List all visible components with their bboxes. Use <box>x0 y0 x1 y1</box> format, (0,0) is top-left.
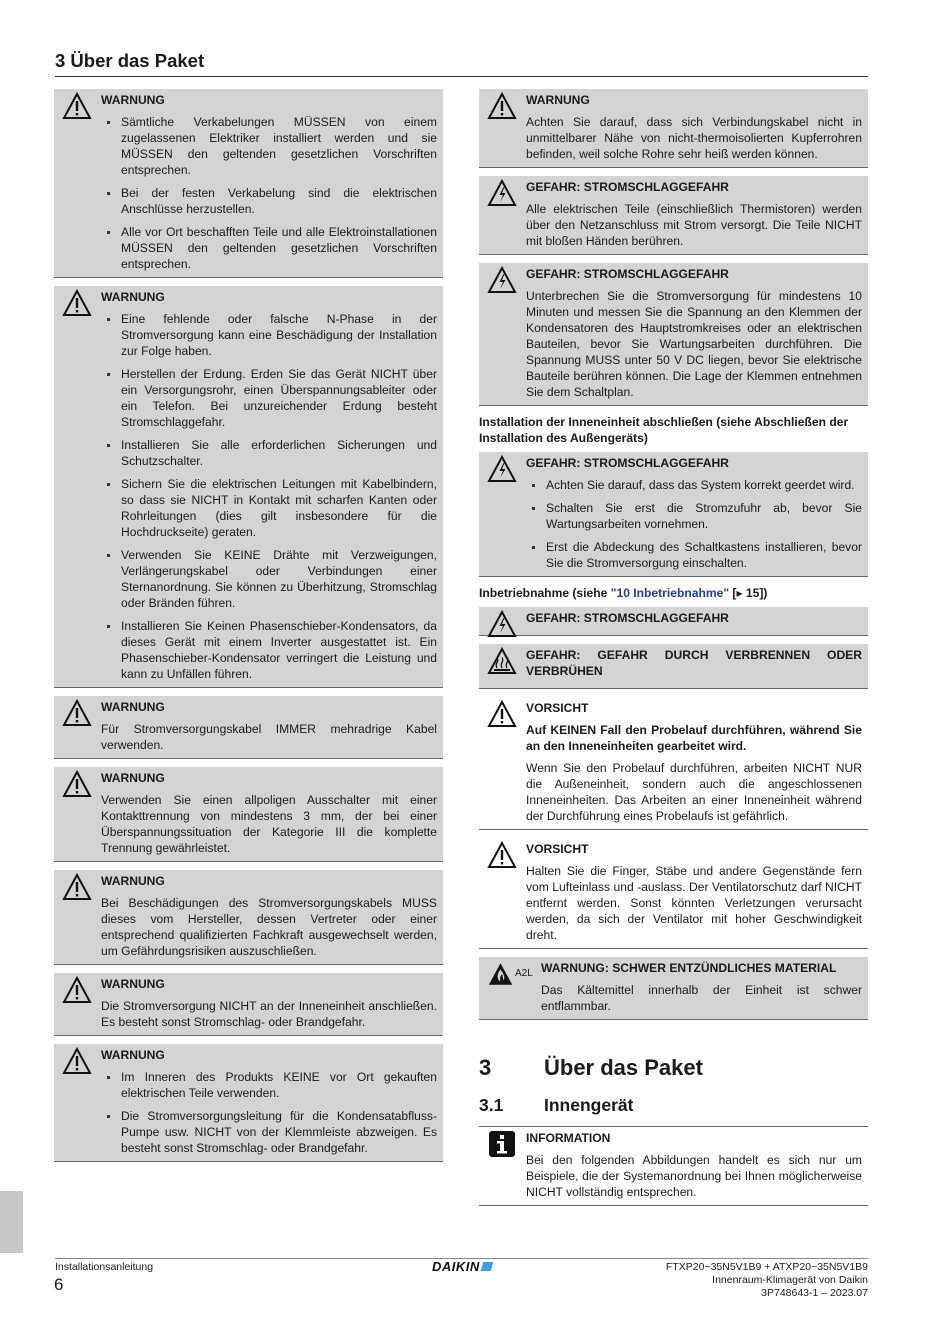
list-item: Die Stromversorgungsleitung für die Kondensatabfluss-Pumpe usw. NICHT von der Klemmleiste abzweigen. Es besteht sonst Stromschlag- oder Brandgefahr. <box>121 1109 437 1155</box>
daikin-logo <box>432 1259 492 1275</box>
list-item: Herstellen der Erdung. Erden Sie das Gerät NICHT über ein Versorgungsrohr, einen Überspannungsableiter oder ein Telefon. Bei unzureichender Erdung besteht Stromschlaggefahr. <box>121 367 437 429</box>
warning-box <box>54 767 443 862</box>
section-heading <box>479 1054 868 1082</box>
logo-mark-icon <box>481 1262 493 1271</box>
box-title: WARNUNG <box>101 700 165 714</box>
footer-code: 3P748643-1 – 2023.07 <box>761 1287 868 1299</box>
box-title: GEFAHR: GEFAHR DURCH VERBRENNEN ODER VERBRÜHEN <box>526 648 862 678</box>
list-item: Sichern Sie die elektrischen Leitungen mit Kabelbindern, so dass sie NICHT in Kontakt mit scharfen Kanten oder Rohrleitungen (dies gilt insbesondere für die Hochdruckseite) geraten. <box>121 477 437 539</box>
box-title: INFORMATION <box>526 1131 611 1145</box>
info-icon <box>487 1130 517 1158</box>
electric-shock-icon <box>487 455 517 483</box>
list-item: Bei der festen Verkabelung sind die elektrischen Anschlüsse herzustellen. <box>121 186 437 216</box>
subsection-heading <box>479 1094 868 1116</box>
subheading-commissioning <box>479 585 868 601</box>
bullet-list <box>101 1069 437 1156</box>
footer-product-info <box>666 1261 868 1300</box>
page-reference: 15]) <box>742 586 768 600</box>
warning-box <box>54 696 443 759</box>
box-title: WARNUNG: SCHWER ENTZÜNDLICHES MATERIAL <box>541 961 837 975</box>
flammable-warning-box <box>479 957 868 1020</box>
caution-box <box>479 697 868 830</box>
list-item: Schalten Sie erst die Stromzufuhr ab, bevor Sie Wartungsarbeiten vornehmen. <box>546 501 862 531</box>
box-text: Alle elektrischen Teile (einschließlich Thermistoren) werden über den Netzanschluss mit Strom versorgt. Die Teile NICHT mit bloßen Händen berühren. <box>526 202 862 248</box>
box-title: WARNUNG <box>101 1048 165 1062</box>
box-text: Verwenden Sie einen allpoligen Ausschalter mit einer Kontakttrennung von mindestens 3 mm, der bei einer Überspannungssituation der Kategorie III die komplette Trennung gewährleistet. <box>101 793 437 855</box>
box-text: Unterbrechen Sie die Stromversorgung für mindestens 10 Minuten und messen Sie die Spannung an den Klemmen der Kondensatoren des Hauptstromkreises oder an elektrischen Bauteilen, bevor Sie Wartungsarbeiten durchführen. Die Spannung MUSS unter 50 V DC liegen, bevor Sie elektrische Bauteile berühren können. Die Lage der Klemmen entnehmen Sie dem Schaltplan. <box>526 289 862 399</box>
danger-burn-box <box>479 644 868 689</box>
box-title: WARNUNG <box>101 93 165 107</box>
subheading-suffix: [ <box>729 586 737 600</box>
box-text: Wenn Sie den Probelauf durchführen, arbeiten NICHT NUR die Außeneinheit, sondern auch die angeschlossenen Inneneinheiten. Das Arbeiten an einer Inneneinheit während der Durchführung eines Probelaufs ist gefährlich. <box>526 761 862 823</box>
box-title: GEFAHR: STROMSCHLAGGEFAHR <box>526 611 729 625</box>
danger-electric-box <box>479 176 868 255</box>
warning-triangle-icon <box>62 770 92 798</box>
box-bold-text: Auf KEINEN Fall den Probelauf durchführen, während Sie an den Inneneinheiten gearbeitet wird. <box>526 723 862 753</box>
subheading-installation: Installation der Inneneinheit abschließen (siehe Abschließen der Installation des Außengeräts) <box>479 415 849 445</box>
box-title: WARNUNG <box>526 93 590 107</box>
page-arrow-icon: ▸ <box>736 586 743 600</box>
information-box <box>479 1126 868 1206</box>
page-number: 6 <box>54 1275 64 1294</box>
warning-triangle-icon <box>62 92 92 120</box>
electric-shock-icon <box>487 266 517 294</box>
electric-shock-icon <box>487 179 517 207</box>
box-title: VORSICHT <box>526 701 589 715</box>
electric-shock-icon <box>487 610 517 638</box>
box-text: Bei Beschädigungen des Stromversorgungskabels MUSS dieses vom Hersteller, dessen Vertreter oder einer entsprechend qualifizierten Fachkraft ausgewechselt werden, um Gefährdungsrisiken auszuschließen. <box>101 896 437 958</box>
cross-reference-link[interactable]: "10 Inbetriebnahme" <box>610 586 730 600</box>
box-title: WARNUNG <box>101 290 165 304</box>
box-title: WARNUNG <box>101 977 165 991</box>
danger-electric-box <box>479 263 868 406</box>
warning-triangle-icon <box>62 289 92 317</box>
hot-surface-icon <box>487 647 517 675</box>
page-header-title: 3 Über das Paket <box>55 49 868 77</box>
box-text: Achten Sie darauf, dass sich Verbindungskabel nicht in unmittelbarer Nähe von nicht-thermoisolierten Kupferrohren befinden, weil solche Rohre sehr heiß werden können. <box>526 115 862 161</box>
brand-name: DAIKIN <box>432 1259 480 1274</box>
subheading-prefix: Inbetriebnahme (siehe <box>479 586 611 600</box>
box-text: Für Stromversorgungskabel IMMER mehradrige Kabel verwenden. <box>101 722 437 752</box>
list-item: Sämtliche Verkabelungen MÜSSEN von einem zugelassenen Elektriker installiert werden und sie MÜSSEN den geltenden gesetzlichen Vorschriften entsprechen. <box>121 115 437 177</box>
box-text: Die Stromversorgung NICHT an der Inneneinheit anschließen. Es besteht sonst Stromschlag- oder Brandgefahr. <box>101 999 437 1029</box>
footer-model: FTXP20~35N5V1B9 + ATXP20~35N5V1B9 <box>665 1261 868 1273</box>
refrigerant-class-label: A2L <box>515 968 533 979</box>
bullet-list <box>526 477 862 571</box>
warning-box <box>54 89 443 278</box>
warning-triangle-icon <box>62 976 92 1004</box>
warning-box <box>54 973 443 1036</box>
box-title: VORSICHT <box>526 842 589 856</box>
danger-electric-box <box>479 607 868 636</box>
caution-triangle-icon <box>487 700 517 728</box>
box-text: Das Kältemittel innerhalb der Einheit ist schwer entflammbar. <box>541 983 862 1013</box>
list-item: Installieren Sie Keinen Phasenschieber-Kondensators, da dieses Gerät mit einem Inverter ausgestattet ist. Ein Phasenschieber-Kondensator verringert die Leistung und kann zu Unfällen führen. <box>121 619 437 681</box>
warning-triangle-icon <box>62 699 92 727</box>
box-title: WARNUNG <box>101 771 165 785</box>
flammable-material-icon <box>487 960 514 988</box>
warning-box <box>54 870 443 965</box>
warning-box <box>54 286 443 688</box>
warning-triangle-icon <box>62 873 92 901</box>
box-title: GEFAHR: STROMSCHLAGGEFAHR <box>526 267 729 281</box>
danger-electric-box <box>479 452 868 577</box>
warning-box <box>54 1044 443 1162</box>
list-item: Installieren Sie alle erforderlichen Sicherungen und Schutzschalter. <box>121 438 437 468</box>
caution-box <box>479 838 868 949</box>
warning-triangle-icon <box>487 92 517 120</box>
footer-product: Innenraum-Klimagerät von Daikin <box>712 1274 868 1286</box>
bullet-list <box>101 114 437 272</box>
list-item: Erst die Abdeckung des Schaltkastens installieren, bevor Sie die Stromversorgung einschalten. <box>546 540 862 570</box>
list-item: Alle vor Ort beschafften Teile und alle Elektroinstallationen MÜSSEN den geltenden gesetzlichen Vorschriften entsprechen. <box>121 225 437 271</box>
warning-box <box>479 89 868 168</box>
section-title: Über das Paket <box>544 1055 703 1080</box>
right-column <box>479 89 868 1214</box>
box-text: Halten Sie die Finger, Stäbe und andere Gegenstände fern vom Lufteinlass und -auslass. Der Ventilatorschutz darf NICHT entfernt werden. Sonst könnten Verletzungen verursacht werden, da sich der Ventilator mit hoher Geschwindigkeit dreht. <box>526 864 862 942</box>
footer-doc-type: Installationsanleitung <box>55 1261 154 1273</box>
list-item: Achten Sie darauf, dass das System korrekt geerdet wird. <box>546 477 862 493</box>
warning-triangle-icon <box>62 1047 92 1075</box>
subsection-title: Innengerät <box>544 1095 634 1115</box>
left-column <box>54 89 443 1170</box>
subsection-number: 3.1 <box>479 1095 504 1115</box>
bullet-list <box>101 311 437 682</box>
box-title: GEFAHR: STROMSCHLAGGEFAHR <box>526 180 729 194</box>
section-number: 3 <box>479 1055 492 1080</box>
list-item: Verwenden Sie KEINE Drähte mit Verzweigungen, Verlängerungskabel oder Verbindungen einer Sternanordnung. Sie können zu Überhitzung, Stromschlag oder Bränden führen. <box>121 548 437 610</box>
box-title: GEFAHR: STROMSCHLAGGEFAHR <box>526 456 729 470</box>
chapter-side-tab <box>0 1191 23 1253</box>
box-title: WARNUNG <box>101 874 165 888</box>
caution-triangle-icon <box>487 841 517 869</box>
box-text: Bei den folgenden Abbildungen handelt es sich nur um Beispiele, die der Systemanordnung bei Ihnen möglicherweise NICHT vollständig entsprechen. <box>526 1153 862 1199</box>
list-item: Eine fehlende oder falsche N-Phase in der Stromversorgung kann eine Beschädigung der Installation zur Folge haben. <box>121 312 437 358</box>
list-item: Im Inneren des Produkts KEINE vor Ort gekauften elektrischen Teile verwenden. <box>121 1070 437 1100</box>
